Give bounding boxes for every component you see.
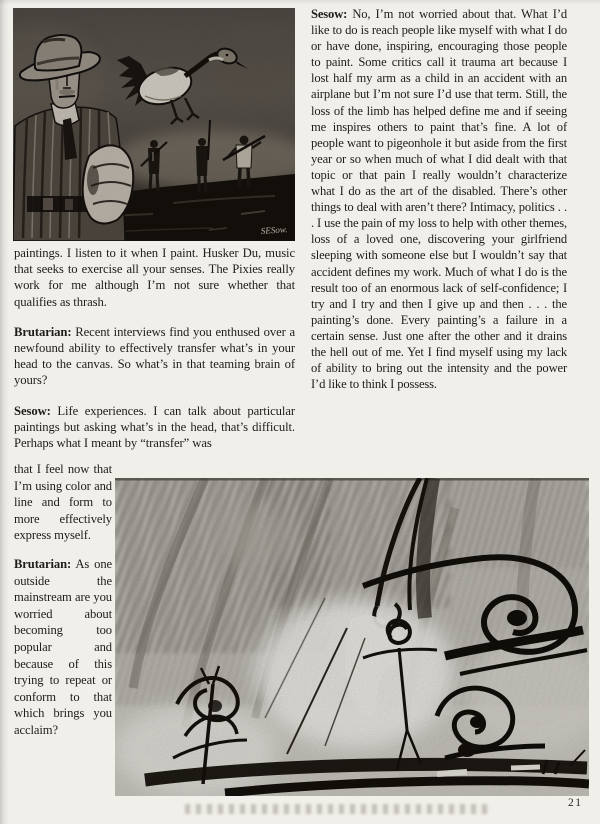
article-column-right <box>311 6 567 406</box>
interview-paragraph <box>14 245 295 310</box>
hunter-duck-painting <box>13 8 295 241</box>
speaker-label: Brutarian: <box>14 556 72 571</box>
paragraph-text: Life experiences. I can talk about particular paintings but asking what’s in the head, that’s difficult. Perhaps what I meant by “transfer” was <box>14 403 295 451</box>
interview-paragraph <box>14 556 112 739</box>
interview-paragraph <box>311 6 567 392</box>
print-bleed-ghost <box>185 804 490 814</box>
abstract-charcoal-drawing <box>115 478 589 796</box>
speaker-label: Sesow: <box>311 7 348 21</box>
scan-edge-left <box>0 0 9 824</box>
page-number: 21 <box>568 797 583 809</box>
scan-edge-top <box>0 0 600 5</box>
article-column-left <box>14 245 295 465</box>
paragraph-text: No, I’m not worried about that. What I’d like to do is reach people like myself with what I do or have done, inspiring, encouraging those people to paint. Some critics call it trauma art because I lost half my arm as a child in an accident with an airplane but I’m not sure I’d use that term. Still, the loss of the limb has helped define me and if seeing me inspires others to paint that’s fine. A lot of people want to pigeonhole it but aside from the first year or so when much of what I did dealt with that topic or that pain I really wouldn’t characterize what I do as the art of the disabled. There’s other things to deal with aren’t there? Intimacy, politics . . . I use the pain of my loss to help with other themes, loss of a loved one, discovering your girlfriend sleeping with someone else but I wouldn’t say that accident defines my work. Much of what I do is the result too of an enormous lack of self-confidence; I try and I try and then I give up and then . . . the painting’s done. Every painting’s a failure in a certain sense. Just one after the other and it drains the hell out of me. Yet I find myself using my lack of ability to bring out the intensity and the power I’d like to think I possess. <box>311 7 568 392</box>
interview-paragraph <box>14 403 295 452</box>
speaker-label: Sesow: <box>14 403 51 418</box>
paragraph-text: paintings. I listen to it when I paint. Husker Du, music that seeks to exercise all your senses. The Pixies really work for me although I’m not sure whether that qualifies as thrash. <box>14 246 295 309</box>
paragraph-text: Recent interviews find you enthused over a newfound ability to effectively transfer what’s in your head to the canvas. So what’s in that teaming brain of yours? <box>14 324 296 388</box>
hunter-duck-painting-art <box>13 8 295 241</box>
artist-signature: SESow. <box>260 224 288 236</box>
article-column-narrow <box>14 461 112 751</box>
paragraph-text: that I feel now that I’m using color and line and form to more effectively express myself. <box>14 462 112 543</box>
paragraph-text: As one outside the mainstream are you worried about becoming too popular and because of this trying to repeat or conform to that which brings you acclaim? <box>14 556 113 737</box>
interview-paragraph <box>14 461 112 544</box>
interview-paragraph <box>14 324 295 389</box>
abstract-charcoal-drawing-art <box>115 478 589 796</box>
speaker-label: Brutarian: <box>14 324 72 339</box>
